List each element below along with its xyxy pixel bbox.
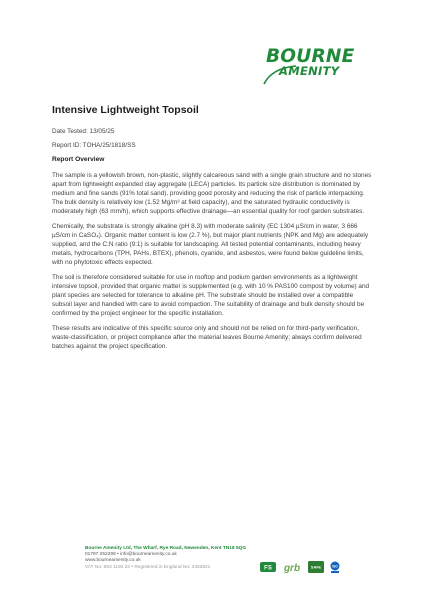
badge-iso-label: ISO [332, 564, 338, 569]
date-tested: Date Tested: 13/05/25 [52, 128, 115, 135]
footer-website[interactable]: www.bourneamenity.co.uk [85, 558, 141, 564]
report-title: Intensive Lightweight Topsoil [52, 104, 199, 116]
company-logo [262, 46, 382, 86]
paragraph-physical: The sample is a yellowish brown, non-plastic, slightly calcareous sand with a single grain structure and no stones apart from lightweight expanded clay aggregate (LECA) particles. Its particle size distribution is dominated by medium and fine sands (91% total sand), providing good porosity and reducing the risk of particle interpacking. The bulk density is relatively low (1.52 Mg/m³ at field capacity), and the saturated hydraulic conductivity is moderately high (63 mm/h), which supports effective drainage—an essential quality for roof garden substrates. [52, 172, 372, 215]
report-content [52, 104, 374, 357]
badge-fs-label: FS [264, 565, 272, 572]
grb-logo-icon [282, 561, 302, 573]
paragraph-disclaimer: These results are indicative of this specific source only and should not be relied on for third-party verification, waste-classification, or project compliance after the material leaves Bourne Amenity; always confirm delivered batches against the project specification. [52, 325, 362, 350]
paragraph-chemical: Chemically, the substrate is strongly alkaline (pH 8.3) with moderate salinity (EC 1304 µS/cm in water, 3 666 µS/cm in CaSO₄). Organic matter content is low (2.7 %), but major plant nutrients (NPK and Mg) are adequately supplied, and the C:N ratio (9:1) is suitable for landscaping. All tested potential contaminants, including heavy metals, hydrocarbons (TPH, PAHs, BTEX), phenols, cyanide, and asbestos, were found below guideline limits, with no phytotoxic effects expected. [52, 223, 369, 266]
logo-text-amenity: AMENITY [279, 64, 340, 78]
accreditation-badges [260, 561, 340, 573]
page-footer [85, 546, 285, 571]
footer-contact[interactable]: 01797 252299 • info@bourneamenity.co.uk [85, 552, 177, 558]
report-id: Report ID: TOHA/25/1818/SS [52, 142, 136, 149]
fs-certification-icon [260, 561, 276, 573]
badge-grb-label: grb [283, 563, 301, 573]
overview-heading: Report Overview [52, 156, 105, 163]
iso-badge-icon [330, 561, 340, 573]
logo-text-bourne: BOURNE [266, 46, 355, 67]
badge-safe-label: SAFE [310, 565, 322, 570]
paragraph-suitability: The soil is therefore considered suitable for use in rooftop and podium garden environments as a lightweight intensive topsoil, provided that organic matter is supplemented (e.g. with 10 % PAS100 compost by volume) and plant species are selected for tolerance to alkaline pH. The substrate should be installed over a compatible subsoil layer and handled with care to avoid compaction. The suitability of drainage and bulk density should be confirmed by the project engineer for the specific installation. [52, 274, 370, 317]
footer-address: Bourne Amenity Ltd, The Wharf, Rye Road, Newenden, Kent TN18 5QG [85, 546, 247, 551]
footer-registration: VAT No: 863 1190 22 • Registered in England No: 3453821 [85, 564, 211, 570]
safecontractor-icon [308, 561, 324, 573]
